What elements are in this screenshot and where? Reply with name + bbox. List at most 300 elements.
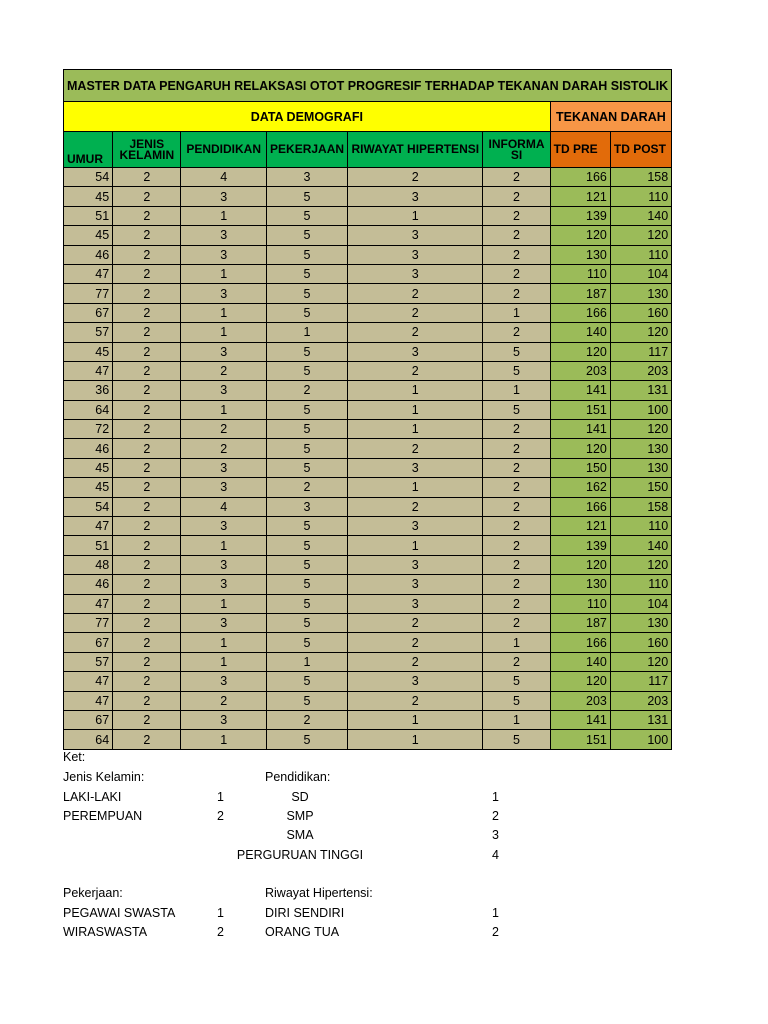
cell-td-post: 130 (610, 613, 671, 632)
cell-umur: 64 (64, 730, 113, 749)
cell-riwayat-hipertensi: 3 (348, 245, 483, 264)
cell-pekerjaan: 5 (266, 439, 347, 458)
cell-jenis-kelamin: 2 (113, 691, 181, 710)
cell-jenis-kelamin: 2 (113, 245, 181, 264)
legend-item-label: WIRASWASTA (63, 925, 148, 939)
cell-informasi: 2 (483, 536, 550, 555)
cell-td-post: 131 (610, 710, 671, 729)
legend-item-label: LAKI-LAKI (63, 790, 122, 804)
cell-pendidikan: 3 (181, 575, 266, 594)
cell-informasi: 1 (483, 633, 550, 652)
cell-td-pre: 120 (550, 555, 610, 574)
table-row (64, 342, 672, 361)
cell-riwayat-hipertensi: 3 (348, 264, 483, 283)
cell-umur: 47 (64, 672, 113, 691)
cell-td-post: 104 (610, 264, 671, 283)
cell-jenis-kelamin: 2 (113, 730, 181, 749)
cell-jenis-kelamin: 2 (113, 400, 181, 419)
cell-td-post: 120 (610, 226, 671, 245)
cell-pendidikan: 3 (181, 226, 266, 245)
cell-pekerjaan: 3 (266, 168, 347, 187)
cell-umur: 36 (64, 381, 113, 400)
cell-pekerjaan: 5 (266, 245, 347, 264)
cell-td-post: 130 (610, 284, 671, 303)
cell-td-post: 110 (610, 517, 671, 536)
cell-jenis-kelamin: 2 (113, 517, 181, 536)
cell-riwayat-hipertensi: 3 (348, 555, 483, 574)
cell-informasi: 2 (483, 323, 550, 342)
cell-td-post: 120 (610, 323, 671, 342)
cell-riwayat-hipertensi: 2 (348, 303, 483, 322)
cell-jenis-kelamin: 2 (113, 206, 181, 225)
table-row (64, 400, 672, 419)
cell-pendidikan: 3 (181, 381, 266, 400)
cell-td-post: 110 (610, 187, 671, 206)
cell-umur: 46 (64, 245, 113, 264)
cell-jenis-kelamin: 2 (113, 458, 181, 477)
table-row (64, 672, 672, 691)
group-tekanan-darah: TEKANAN DARAH (550, 102, 672, 132)
cell-pendidikan: 1 (181, 730, 266, 749)
cell-umur: 67 (64, 303, 113, 322)
cell-jenis-kelamin: 2 (113, 361, 181, 380)
cell-pekerjaan: 1 (266, 652, 347, 671)
table-row (64, 323, 672, 342)
cell-umur: 45 (64, 478, 113, 497)
cell-riwayat-hipertensi: 1 (348, 710, 483, 729)
table-row (64, 517, 672, 536)
cell-umur: 67 (64, 633, 113, 652)
table-row (64, 187, 672, 206)
cell-td-pre: 187 (550, 284, 610, 303)
cell-pendidikan: 3 (181, 613, 266, 632)
cell-informasi: 1 (483, 710, 550, 729)
cell-riwayat-hipertensi: 1 (348, 730, 483, 749)
master-data-table (63, 69, 672, 750)
table-row (64, 206, 672, 225)
header-informasi: INFORMASI (483, 132, 550, 168)
sheet-title: MASTER DATA PENGARUH RELAKSASI OTOT PROGRESIF TERHADAP TEKANAN DARAH SISTOLIK (64, 70, 672, 102)
cell-pendidikan: 1 (181, 206, 266, 225)
cell-td-post: 140 (610, 536, 671, 555)
cell-td-pre: 166 (550, 633, 610, 652)
cell-pekerjaan: 5 (266, 691, 347, 710)
cell-td-pre: 166 (550, 168, 610, 187)
cell-informasi: 2 (483, 284, 550, 303)
table-row (64, 555, 672, 574)
cell-pendidikan: 1 (181, 264, 266, 283)
cell-informasi: 2 (483, 187, 550, 206)
legend-item-label: DIRI SENDIRI (265, 906, 345, 920)
cell-td-post: 150 (610, 478, 671, 497)
cell-pendidikan: 3 (181, 478, 266, 497)
cell-jenis-kelamin: 2 (113, 303, 181, 322)
cell-riwayat-hipertensi: 2 (348, 497, 483, 516)
cell-td-pre: 110 (550, 594, 610, 613)
cell-td-post: 158 (610, 168, 671, 187)
header-jenis-kelamin: JENIS KELAMIN (113, 132, 181, 168)
cell-pekerjaan: 2 (266, 478, 347, 497)
cell-pendidikan: 3 (181, 517, 266, 536)
legend-item-code: 3 (492, 828, 499, 842)
legend-item-label: ORANG TUA (265, 925, 340, 939)
cell-td-post: 120 (610, 652, 671, 671)
cell-td-pre: 121 (550, 517, 610, 536)
cell-informasi: 2 (483, 517, 550, 536)
cell-pekerjaan: 5 (266, 555, 347, 574)
cell-td-post: 110 (610, 575, 671, 594)
table-row (64, 458, 672, 477)
cell-umur: 45 (64, 458, 113, 477)
cell-informasi: 1 (483, 303, 550, 322)
table-row (64, 652, 672, 671)
cell-jenis-kelamin: 2 (113, 613, 181, 632)
cell-td-pre: 141 (550, 710, 610, 729)
cell-umur: 57 (64, 652, 113, 671)
cell-riwayat-hipertensi: 1 (348, 206, 483, 225)
cell-td-pre: 139 (550, 206, 610, 225)
table-row (64, 613, 672, 632)
cell-jenis-kelamin: 2 (113, 323, 181, 342)
cell-jenis-kelamin: 2 (113, 420, 181, 439)
cell-pekerjaan: 5 (266, 342, 347, 361)
header-pekerjaan: PEKERJAAN (266, 132, 347, 168)
cell-riwayat-hipertensi: 3 (348, 342, 483, 361)
cell-td-pre: 120 (550, 342, 610, 361)
cell-umur: 46 (64, 439, 113, 458)
legend-item-label: PEGAWAI SWASTA (63, 906, 176, 920)
cell-jenis-kelamin: 2 (113, 226, 181, 245)
legend-item-label: SD (291, 790, 309, 804)
cell-pendidikan: 2 (181, 361, 266, 380)
cell-td-pre: 130 (550, 575, 610, 594)
cell-riwayat-hipertensi: 2 (348, 691, 483, 710)
cell-jenis-kelamin: 2 (113, 633, 181, 652)
cell-informasi: 2 (483, 245, 550, 264)
cell-td-post: 130 (610, 458, 671, 477)
cell-pendidikan: 3 (181, 342, 266, 361)
cell-td-pre: 140 (550, 652, 610, 671)
cell-riwayat-hipertensi: 2 (348, 361, 483, 380)
cell-td-post: 100 (610, 730, 671, 749)
cell-pekerjaan: 5 (266, 264, 347, 283)
cell-jenis-kelamin: 2 (113, 264, 181, 283)
cell-td-pre: 166 (550, 497, 610, 516)
legend-item-label: SMA (286, 828, 314, 842)
legend-ket: Ket: (63, 750, 86, 764)
legend-item-label: PEREMPUAN (63, 809, 143, 823)
cell-riwayat-hipertensi: 1 (348, 536, 483, 555)
cell-pekerjaan: 5 (266, 303, 347, 322)
cell-umur: 51 (64, 206, 113, 225)
header-umur: UMUR (64, 132, 113, 168)
cell-td-pre: 110 (550, 264, 610, 283)
table-row (64, 497, 672, 516)
cell-riwayat-hipertensi: 2 (348, 652, 483, 671)
cell-td-pre: 162 (550, 478, 610, 497)
header-td-post: TD POST (610, 132, 671, 168)
cell-umur: 46 (64, 575, 113, 594)
cell-jenis-kelamin: 2 (113, 381, 181, 400)
cell-pekerjaan: 5 (266, 187, 347, 206)
cell-informasi: 5 (483, 691, 550, 710)
cell-pekerjaan: 3 (266, 497, 347, 516)
cell-td-post: 120 (610, 420, 671, 439)
cell-pendidikan: 1 (181, 536, 266, 555)
cell-riwayat-hipertensi: 3 (348, 458, 483, 477)
cell-td-pre: 203 (550, 361, 610, 380)
cell-pekerjaan: 5 (266, 613, 347, 632)
cell-umur: 64 (64, 400, 113, 419)
cell-pekerjaan: 2 (266, 710, 347, 729)
legend-item-code: 1 (492, 906, 499, 920)
table-row (64, 536, 672, 555)
cell-pendidikan: 1 (181, 400, 266, 419)
cell-riwayat-hipertensi: 2 (348, 633, 483, 652)
legend-item-code: 4 (492, 848, 499, 862)
cell-informasi: 2 (483, 168, 550, 187)
cell-informasi: 2 (483, 478, 550, 497)
cell-umur: 54 (64, 497, 113, 516)
cell-informasi: 2 (483, 439, 550, 458)
cell-jenis-kelamin: 2 (113, 284, 181, 303)
cell-pendidikan: 2 (181, 691, 266, 710)
cell-pendidikan: 3 (181, 555, 266, 574)
group-data-demografi: DATA DEMOGRAFI (64, 102, 551, 132)
cell-riwayat-hipertensi: 1 (348, 400, 483, 419)
table-row (64, 381, 672, 400)
cell-jenis-kelamin: 2 (113, 342, 181, 361)
cell-riwayat-hipertensi: 2 (348, 168, 483, 187)
table-row (64, 691, 672, 710)
cell-td-post: 110 (610, 245, 671, 264)
cell-riwayat-hipertensi: 3 (348, 672, 483, 691)
cell-informasi: 2 (483, 497, 550, 516)
cell-pendidikan: 1 (181, 652, 266, 671)
cell-pendidikan: 2 (181, 439, 266, 458)
table-row (64, 226, 672, 245)
cell-td-post: 203 (610, 361, 671, 380)
cell-td-pre: 120 (550, 672, 610, 691)
cell-riwayat-hipertensi: 3 (348, 594, 483, 613)
cell-informasi: 2 (483, 652, 550, 671)
legend-item-code: 1 (492, 790, 499, 804)
cell-informasi: 2 (483, 206, 550, 225)
cell-td-post: 140 (610, 206, 671, 225)
cell-pendidikan: 3 (181, 672, 266, 691)
cell-pendidikan: 2 (181, 420, 266, 439)
table-row (64, 439, 672, 458)
legend-item-code: 1 (217, 790, 224, 804)
legend-item-code: 2 (492, 809, 499, 823)
cell-td-pre: 121 (550, 187, 610, 206)
cell-umur: 47 (64, 594, 113, 613)
cell-td-post: 158 (610, 497, 671, 516)
cell-riwayat-hipertensi: 3 (348, 226, 483, 245)
cell-pekerjaan: 5 (266, 672, 347, 691)
table-row (64, 264, 672, 283)
cell-umur: 47 (64, 361, 113, 380)
cell-informasi: 2 (483, 458, 550, 477)
cell-pekerjaan: 5 (266, 284, 347, 303)
legend-riwayat-heading: Riwayat Hipertensi: (265, 886, 373, 900)
cell-informasi: 2 (483, 575, 550, 594)
legend-pekerjaan-heading: Pekerjaan: (63, 886, 123, 900)
cell-td-post: 104 (610, 594, 671, 613)
cell-td-pre: 203 (550, 691, 610, 710)
cell-riwayat-hipertensi: 3 (348, 187, 483, 206)
cell-pendidikan: 1 (181, 323, 266, 342)
cell-td-pre: 187 (550, 613, 610, 632)
header-pendidikan: PENDIDIKAN (181, 132, 266, 168)
cell-pekerjaan: 2 (266, 381, 347, 400)
cell-riwayat-hipertensi: 2 (348, 439, 483, 458)
cell-informasi: 5 (483, 672, 550, 691)
legend-item-code: 1 (217, 906, 224, 920)
cell-pendidikan: 1 (181, 594, 266, 613)
cell-jenis-kelamin: 2 (113, 710, 181, 729)
table-row (64, 303, 672, 322)
cell-pendidikan: 4 (181, 497, 266, 516)
table-row (64, 284, 672, 303)
table-row (64, 361, 672, 380)
cell-td-pre: 141 (550, 381, 610, 400)
cell-pekerjaan: 5 (266, 458, 347, 477)
cell-td-post: 131 (610, 381, 671, 400)
cell-jenis-kelamin: 2 (113, 439, 181, 458)
cell-td-pre: 130 (550, 245, 610, 264)
cell-jenis-kelamin: 2 (113, 594, 181, 613)
legend-item-code: 2 (492, 925, 499, 939)
cell-td-pre: 141 (550, 420, 610, 439)
cell-umur: 47 (64, 691, 113, 710)
table-row (64, 168, 672, 187)
cell-jenis-kelamin: 2 (113, 672, 181, 691)
table-row (64, 420, 672, 439)
cell-jenis-kelamin: 2 (113, 555, 181, 574)
cell-informasi: 2 (483, 594, 550, 613)
cell-td-post: 120 (610, 555, 671, 574)
cell-pekerjaan: 5 (266, 206, 347, 225)
cell-riwayat-hipertensi: 3 (348, 517, 483, 536)
cell-pendidikan: 3 (181, 458, 266, 477)
cell-td-post: 117 (610, 342, 671, 361)
cell-td-post: 130 (610, 439, 671, 458)
cell-jenis-kelamin: 2 (113, 497, 181, 516)
cell-pekerjaan: 5 (266, 517, 347, 536)
cell-riwayat-hipertensi: 3 (348, 575, 483, 594)
table-row (64, 594, 672, 613)
cell-informasi: 5 (483, 730, 550, 749)
cell-jenis-kelamin: 2 (113, 575, 181, 594)
cell-pendidikan: 4 (181, 168, 266, 187)
cell-informasi: 5 (483, 342, 550, 361)
cell-umur: 47 (64, 264, 113, 283)
cell-umur: 57 (64, 323, 113, 342)
cell-umur: 72 (64, 420, 113, 439)
cell-riwayat-hipertensi: 1 (348, 420, 483, 439)
cell-informasi: 1 (483, 381, 550, 400)
cell-pekerjaan: 5 (266, 420, 347, 439)
cell-td-pre: 139 (550, 536, 610, 555)
cell-umur: 51 (64, 536, 113, 555)
cell-pekerjaan: 1 (266, 323, 347, 342)
cell-jenis-kelamin: 2 (113, 187, 181, 206)
cell-informasi: 5 (483, 400, 550, 419)
table-row (64, 245, 672, 264)
table-row (64, 633, 672, 652)
cell-riwayat-hipertensi: 1 (348, 478, 483, 497)
cell-umur: 45 (64, 187, 113, 206)
legend-item-code: 2 (217, 925, 224, 939)
table-row (64, 710, 672, 729)
cell-td-pre: 151 (550, 730, 610, 749)
cell-umur: 47 (64, 517, 113, 536)
cell-pekerjaan: 5 (266, 400, 347, 419)
cell-riwayat-hipertensi: 1 (348, 381, 483, 400)
table-row (64, 478, 672, 497)
cell-informasi: 2 (483, 264, 550, 283)
table-row (64, 575, 672, 594)
cell-informasi: 5 (483, 361, 550, 380)
cell-jenis-kelamin: 2 (113, 168, 181, 187)
cell-riwayat-hipertensi: 2 (348, 323, 483, 342)
legend-item-label: PERGURUAN TINGGI (236, 848, 364, 862)
legend-item-code: 2 (217, 809, 224, 823)
cell-umur: 48 (64, 555, 113, 574)
cell-pekerjaan: 5 (266, 536, 347, 555)
cell-td-post: 100 (610, 400, 671, 419)
cell-pekerjaan: 5 (266, 226, 347, 245)
cell-informasi: 2 (483, 226, 550, 245)
legend-jenis-kelamin-heading: Jenis Kelamin: (63, 770, 145, 784)
cell-pekerjaan: 5 (266, 575, 347, 594)
cell-umur: 77 (64, 613, 113, 632)
cell-td-pre: 166 (550, 303, 610, 322)
cell-pendidikan: 3 (181, 284, 266, 303)
cell-riwayat-hipertensi: 2 (348, 613, 483, 632)
cell-informasi: 2 (483, 555, 550, 574)
cell-informasi: 2 (483, 420, 550, 439)
cell-umur: 45 (64, 342, 113, 361)
cell-umur: 77 (64, 284, 113, 303)
cell-pekerjaan: 5 (266, 361, 347, 380)
cell-pekerjaan: 5 (266, 594, 347, 613)
cell-td-post: 203 (610, 691, 671, 710)
cell-td-pre: 140 (550, 323, 610, 342)
cell-td-post: 117 (610, 672, 671, 691)
cell-jenis-kelamin: 2 (113, 536, 181, 555)
legend-item-label: SMP (286, 809, 314, 823)
cell-pekerjaan: 5 (266, 730, 347, 749)
cell-td-pre: 120 (550, 439, 610, 458)
cell-pendidikan: 1 (181, 303, 266, 322)
cell-td-post: 160 (610, 303, 671, 322)
cell-td-pre: 150 (550, 458, 610, 477)
cell-pendidikan: 3 (181, 710, 266, 729)
header-riwayat-hipertensi: RIWAYAT HIPERTENSI (348, 132, 483, 168)
cell-riwayat-hipertensi: 2 (348, 284, 483, 303)
table-row (64, 730, 672, 749)
cell-umur: 54 (64, 168, 113, 187)
cell-pekerjaan: 5 (266, 633, 347, 652)
cell-jenis-kelamin: 2 (113, 478, 181, 497)
cell-umur: 45 (64, 226, 113, 245)
cell-jenis-kelamin: 2 (113, 652, 181, 671)
cell-td-post: 160 (610, 633, 671, 652)
cell-td-pre: 151 (550, 400, 610, 419)
cell-pendidikan: 3 (181, 245, 266, 264)
